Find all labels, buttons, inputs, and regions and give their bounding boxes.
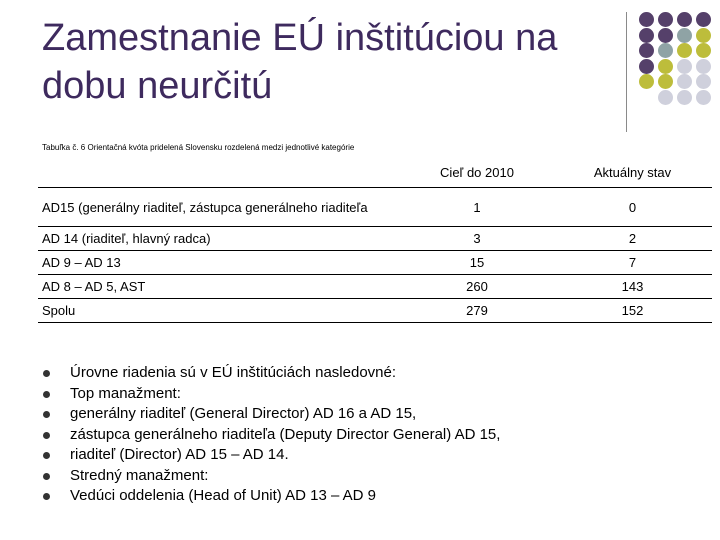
decorative-dot-icon xyxy=(658,28,673,43)
bullet-dot-icon xyxy=(43,493,50,500)
row-current: 143 xyxy=(553,275,712,299)
decorative-dot-icon xyxy=(677,12,692,27)
table-row xyxy=(38,275,712,299)
bullet-item: Vedúci oddelenia (Head of Unit) AD 13 – AD 9 xyxy=(42,486,500,507)
decorative-dot-icon xyxy=(696,90,711,105)
decorative-dot-icon xyxy=(639,43,654,58)
decorative-dot-icon xyxy=(658,43,673,58)
divider-line xyxy=(626,12,627,132)
table-header-row xyxy=(38,158,712,188)
decorative-dot-icon xyxy=(658,12,673,27)
bullet-dot-icon xyxy=(43,411,50,418)
row-target: 3 xyxy=(401,227,553,251)
row-target: 1 xyxy=(401,188,553,227)
decorative-dot-icon xyxy=(677,43,692,58)
decorative-dot-icon xyxy=(677,28,692,43)
row-current: 152 xyxy=(553,299,712,323)
slide-title xyxy=(42,14,617,110)
decorative-dot-icon xyxy=(696,12,711,27)
decorative-dot-icon xyxy=(696,74,711,89)
decorative-dot-icon xyxy=(639,28,654,43)
decorative-dot-icon xyxy=(677,74,692,89)
row-current: 7 xyxy=(553,251,712,275)
decorative-dot-icon xyxy=(677,59,692,74)
bullet-item: Úrovne riadenia sú v EÚ inštitúciách nasledovné: xyxy=(42,363,500,384)
row-label: AD 9 – AD 13 xyxy=(38,251,401,275)
header-category xyxy=(38,158,401,188)
decorative-dot-icon xyxy=(639,59,654,74)
row-label: AD 8 – AD 5, AST xyxy=(38,275,401,299)
bullet-dot-icon xyxy=(43,473,50,480)
table-row-total xyxy=(38,299,712,323)
row-target: 15 xyxy=(401,251,553,275)
row-target: 279 xyxy=(401,299,553,323)
row-label: AD15 (generálny riaditeľ, zástupca generálneho riaditeľa xyxy=(38,188,401,227)
bullet-item: Stredný manažment: xyxy=(42,466,500,487)
decorative-dot-icon xyxy=(639,74,654,89)
row-label: Spolu xyxy=(38,299,401,323)
bullet-item: generálny riaditeľ (General Director) AD 16 a AD 15, xyxy=(42,404,500,425)
table-caption: Tabuľka č. 6 Orientačná kvóta pridelená Slovensku rozdelená medzi jednotlivé kategórie xyxy=(42,143,355,152)
table-row xyxy=(38,188,712,227)
bullet-list xyxy=(42,363,500,507)
bullet-item: Top manažment: xyxy=(42,384,500,405)
bullet-dot-icon xyxy=(43,432,50,439)
bullet-dot-icon xyxy=(43,370,50,377)
decorative-dot-icon xyxy=(677,90,692,105)
row-current: 2 xyxy=(553,227,712,251)
bullet-item: riaditeľ (Director) AD 15 – AD 14. xyxy=(42,445,500,466)
decorative-dot-icon xyxy=(639,12,654,27)
decorative-dot-icon xyxy=(696,43,711,58)
title-line-1: Zamestnanie EÚ inštitúciou na xyxy=(42,17,558,59)
decorative-dot-icon xyxy=(696,28,711,43)
decorative-dot-icon xyxy=(658,74,673,89)
bullet-item: zástupca generálneho riaditeľa (Deputy Director General) AD 15, xyxy=(42,425,500,446)
bullet-dot-icon xyxy=(43,391,50,398)
title-line-2: dobu neurčitú xyxy=(42,65,273,107)
decorative-dot-icon xyxy=(658,90,673,105)
quota-table xyxy=(38,158,712,323)
row-target: 260 xyxy=(401,275,553,299)
decorative-dot-icon xyxy=(696,59,711,74)
decorative-dot-icon xyxy=(658,59,673,74)
header-current: Aktuálny stav xyxy=(553,158,712,188)
table-row xyxy=(38,251,712,275)
bullet-dot-icon xyxy=(43,452,50,459)
row-current: 0 xyxy=(553,188,712,227)
row-label: AD 14 (riaditeľ, hlavný radca) xyxy=(38,227,401,251)
header-target: Cieľ do 2010 xyxy=(401,158,553,188)
table-row xyxy=(38,227,712,251)
decorative-dot-grid xyxy=(639,12,719,112)
